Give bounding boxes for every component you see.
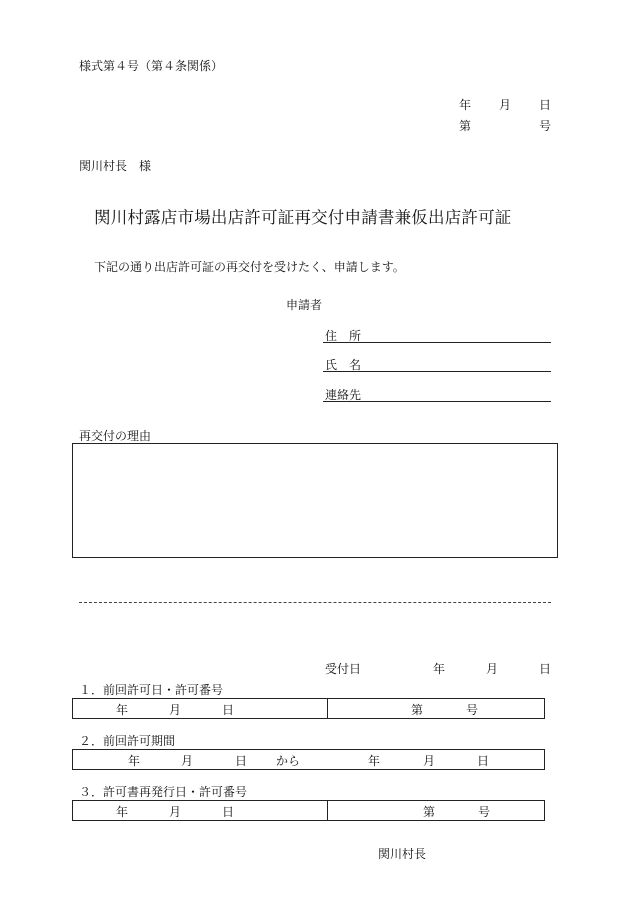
section3-year-label: 年 bbox=[116, 805, 129, 819]
section3-heading: ３．許可書再発行日・許可番号 bbox=[79, 785, 248, 799]
number-dai-label: 第 bbox=[459, 119, 472, 133]
reason-textarea[interactable] bbox=[72, 443, 558, 558]
section1-go-label: 号 bbox=[466, 703, 479, 717]
reason-label: 再交付の理由 bbox=[79, 429, 152, 443]
applicant-label: 申請者 bbox=[286, 298, 323, 312]
section2-heading: ２．前回許可期間 bbox=[79, 734, 176, 748]
section3-divider bbox=[327, 800, 328, 821]
section2-year2-label: 年 bbox=[368, 754, 381, 768]
section3-month-label: 月 bbox=[169, 805, 182, 819]
page-title: 関川村露店市場出店許可証再交付申請書兼仮出店許可証 bbox=[94, 208, 512, 227]
date-day-label: 日 bbox=[539, 98, 552, 112]
section3-day-label: 日 bbox=[222, 805, 235, 819]
section2-day1-label: 日 bbox=[235, 754, 248, 768]
address-label: 住 所 bbox=[325, 329, 362, 343]
section2-month2-label: 月 bbox=[423, 754, 436, 768]
section1-divider bbox=[327, 698, 328, 719]
contact-field[interactable] bbox=[323, 401, 551, 402]
section2-year1-label: 年 bbox=[128, 754, 141, 768]
date-year-label: 年 bbox=[459, 98, 472, 112]
addressee: 関川村長 様 bbox=[79, 159, 152, 173]
section3-dai-label: 第 bbox=[423, 805, 436, 819]
date-month-label: 月 bbox=[499, 98, 512, 112]
issuer: 関川村長 bbox=[378, 847, 427, 861]
reception-label: 受付日 bbox=[325, 662, 362, 676]
section2-day2-label: 日 bbox=[477, 754, 490, 768]
cut-line bbox=[79, 602, 551, 603]
section3-table bbox=[72, 800, 545, 821]
contact-label: 連絡先 bbox=[325, 388, 362, 402]
intro-text: 下記の通り出店許可証の再交付を受けたく、申請します。 bbox=[94, 260, 405, 274]
section1-dai-label: 第 bbox=[411, 703, 424, 717]
section1-year-label: 年 bbox=[116, 703, 129, 717]
section2-kara-label: から bbox=[276, 754, 301, 768]
section2-month1-label: 月 bbox=[181, 754, 194, 768]
section1-day-label: 日 bbox=[222, 703, 235, 717]
name-label: 氏 名 bbox=[325, 358, 362, 372]
section1-heading: １．前回許可日・許可番号 bbox=[79, 683, 224, 697]
reception-year-label: 年 bbox=[433, 662, 446, 676]
section2-table bbox=[72, 749, 545, 770]
section3-go-label: 号 bbox=[478, 805, 491, 819]
number-go-label: 号 bbox=[539, 119, 552, 133]
reception-month-label: 月 bbox=[486, 662, 499, 676]
reception-day-label: 日 bbox=[539, 662, 552, 676]
address-field[interactable] bbox=[323, 342, 551, 343]
name-field[interactable] bbox=[323, 371, 551, 372]
section1-month-label: 月 bbox=[169, 703, 182, 717]
form-number: 様式第４号（第４条関係） bbox=[79, 59, 224, 73]
